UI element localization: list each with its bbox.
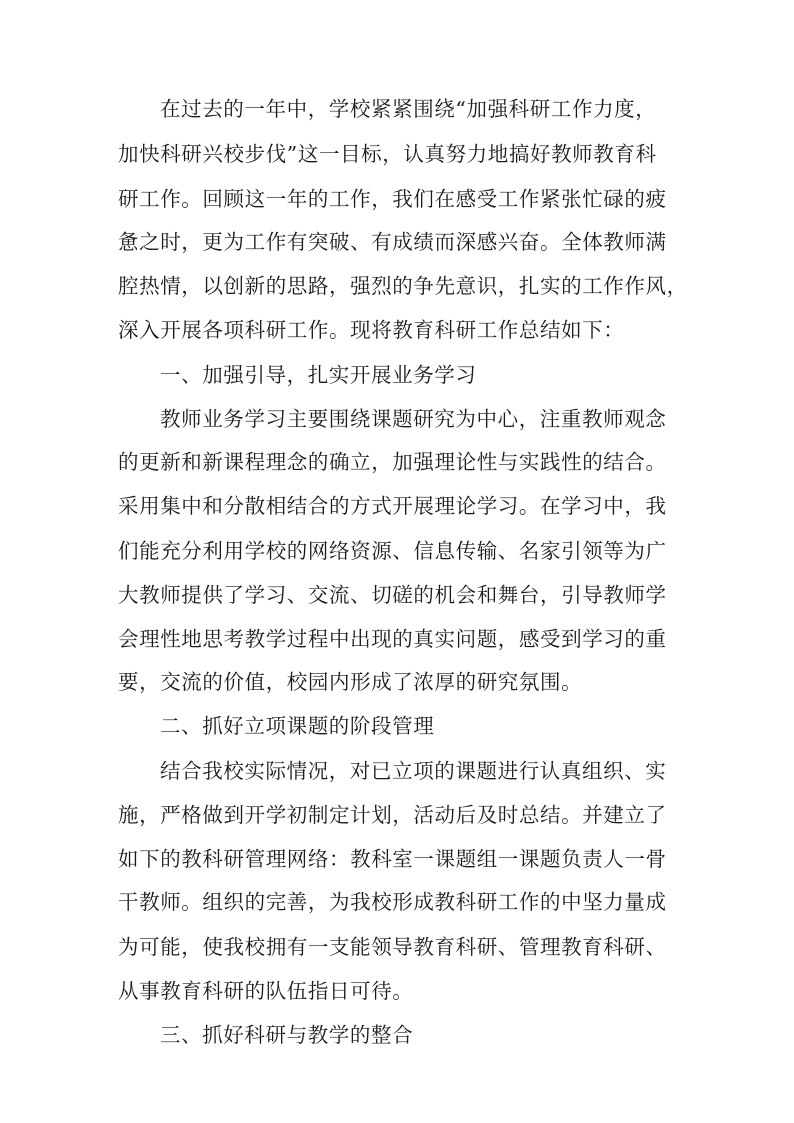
paragraph-3-line-1: 结合我校实际情况，对已立项的课题进行认真组织、实 (160, 759, 667, 783)
section-heading-1: 一、加强引导，扎实开展业务学习 (160, 363, 477, 387)
paragraph-1-line-3: 研工作。回顾这一年的工作，我们在感受工作紧张忙碌的疲 (118, 187, 667, 211)
paragraph-2-line-4: 们能充分利用学校的网络资源、信息传输、名家引领等为广 (118, 539, 667, 563)
paragraph-3-line-2: 施，严格做到开学初制定计划，活动后及时总结。并建立了 (118, 803, 667, 827)
paragraph-1-line-5: 腔热情，以创新的思路，强烈的争先意识，扎实的工作作风， (118, 274, 688, 298)
paragraph-2-line-1: 教师业务学习主要围绕课题研究为中心，注重教师观念 (160, 407, 667, 431)
paragraph-1-line-2: 加快科研兴校步伐”这一目标，认真努力地搞好教师教育科 (118, 142, 657, 166)
paragraph-3-line-5: 为可能，使我校拥有一支能领导教育科研、管理教育科研、 (118, 935, 667, 959)
paragraph-1-line-6: 深入开展各项科研工作。现将教育科研工作总结如下： (118, 318, 625, 342)
paragraph-2-line-2: 的更新和新课程理念的确立，加强理论性与实践性的结合。 (118, 450, 667, 474)
paragraph-1-line-4: 惫之时，更为工作有突破、有成绩而深感兴奋。全体教师满 (118, 230, 667, 254)
paragraph-2-line-3: 采用集中和分散相结合的方式开展理论学习。在学习中，我 (118, 494, 667, 518)
paragraph-1-line-1: 在过去的一年中，学校紧紧围绕“加强科研工作力度， (160, 97, 657, 121)
paragraph-3-line-6: 从事教育科研的队伍指日可待。 (118, 979, 414, 1003)
paragraph-3-line-3: 如下的教科研管理网络：教科室一课题组一课题负责人一骨 (118, 847, 667, 871)
paragraph-3-line-4: 干教师。组织的完善，为我校形成教科研工作的中坚力量成 (118, 890, 667, 914)
paragraph-2-line-6: 会理性地思考教学过程中出现的真实问题，感受到学习的重 (118, 627, 667, 651)
paragraph-2-line-7: 要，交流的价值，校园内形成了浓厚的研究氛围。 (118, 670, 583, 694)
paragraph-2-line-5: 大教师提供了学习、交流、切磋的机会和舞台，引导教师学 (118, 583, 667, 607)
section-heading-3: 三、抓好科研与教学的整合 (160, 1023, 414, 1047)
section-heading-2: 二、抓好立项课题的阶段管理 (160, 714, 435, 738)
